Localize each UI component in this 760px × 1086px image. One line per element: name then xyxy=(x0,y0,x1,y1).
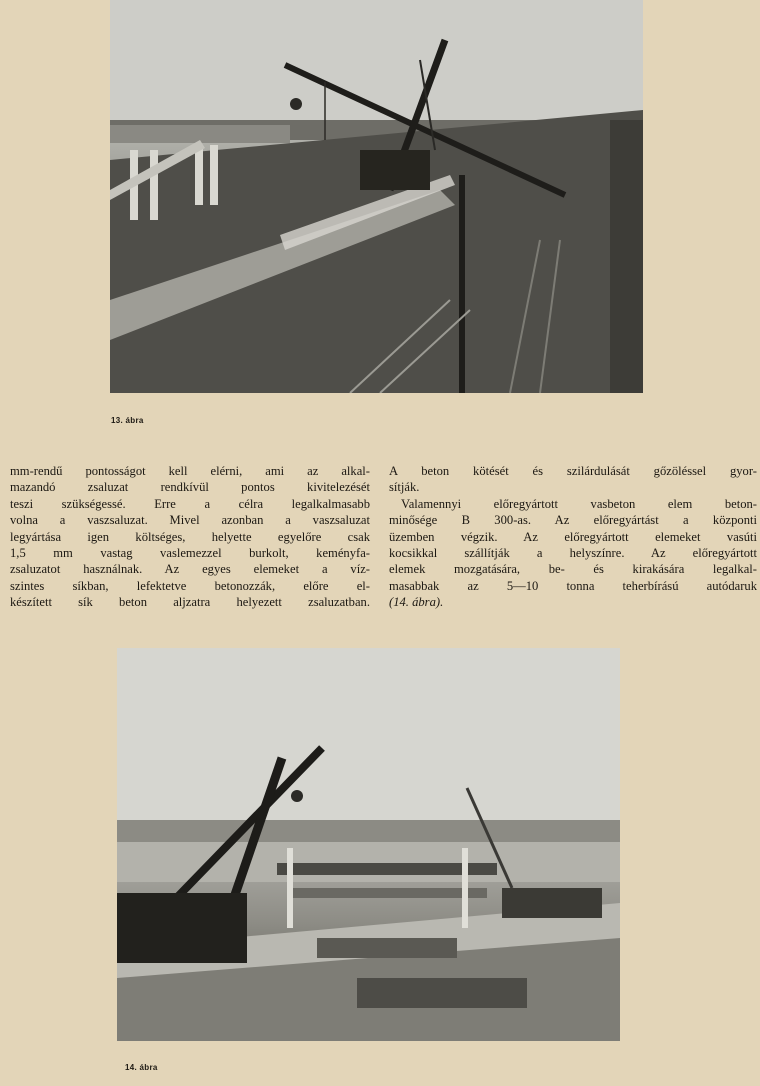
figure-13-photo xyxy=(110,0,643,393)
text-line: teszi szükségessé. Erre a célra legalkalmasabb xyxy=(10,496,370,511)
text-line: zsaluzatot használnak. Az egyes elemeket a víz- xyxy=(10,562,370,577)
text-line: elemek mozgatására, be- és kirakására legalkal- xyxy=(389,562,757,577)
text-line: szintes síkban, lefektetve betonozzák, előre el- xyxy=(10,578,370,593)
figure-14-reference: (14. ábra). xyxy=(389,595,444,610)
text-line: kocsikkal szállítják a helyszínre. Az előregyártott xyxy=(389,546,757,561)
text-line: A beton kötését és szilárdulását gőzöléssel gyor- xyxy=(389,464,757,478)
figure-13-caption: 13. ábra xyxy=(111,416,144,425)
left-paragraph xyxy=(10,463,370,611)
text-line: Valamennyi előregyártott vasbeton elem beton- xyxy=(401,496,757,511)
text-line: legyártása igen költséges, helyette egyelőre csak xyxy=(10,529,370,544)
left-text-column xyxy=(10,463,370,611)
figure-13-illustration xyxy=(110,0,643,393)
figure-14-caption: 14. ábra xyxy=(125,1063,158,1072)
text-line: készített sík beton aljzatra helyezett zsaluzatban. xyxy=(10,595,370,610)
figure-14-photo xyxy=(117,648,620,1041)
text-line: mm-rendű pontosságot kell elérni, ami az alkal- xyxy=(10,464,370,478)
text-line: volna a vaszsaluzat. Mivel azonban a vaszsaluzat xyxy=(10,513,370,528)
text-line: minősége B 300-as. Az előregyártást a központi xyxy=(389,513,757,528)
text-line: 1,5 mm vastag vaslemezzel burkolt, keményfa- xyxy=(10,546,370,561)
right-paragraph-2 xyxy=(389,496,757,611)
text-line: mazandó zsaluzat rendkívül pontos kivitelezését xyxy=(10,480,370,495)
figure-14-illustration xyxy=(117,648,620,1041)
right-paragraph-1 xyxy=(389,463,757,496)
text-line: üzemben végzik. Az előregyártott elemeket vasúti xyxy=(389,529,757,544)
text-line: masabbak az 5—10 tonna teherbírású autódaruk xyxy=(389,578,757,593)
right-text-column xyxy=(389,463,757,611)
text-line: sítják. xyxy=(389,480,420,495)
